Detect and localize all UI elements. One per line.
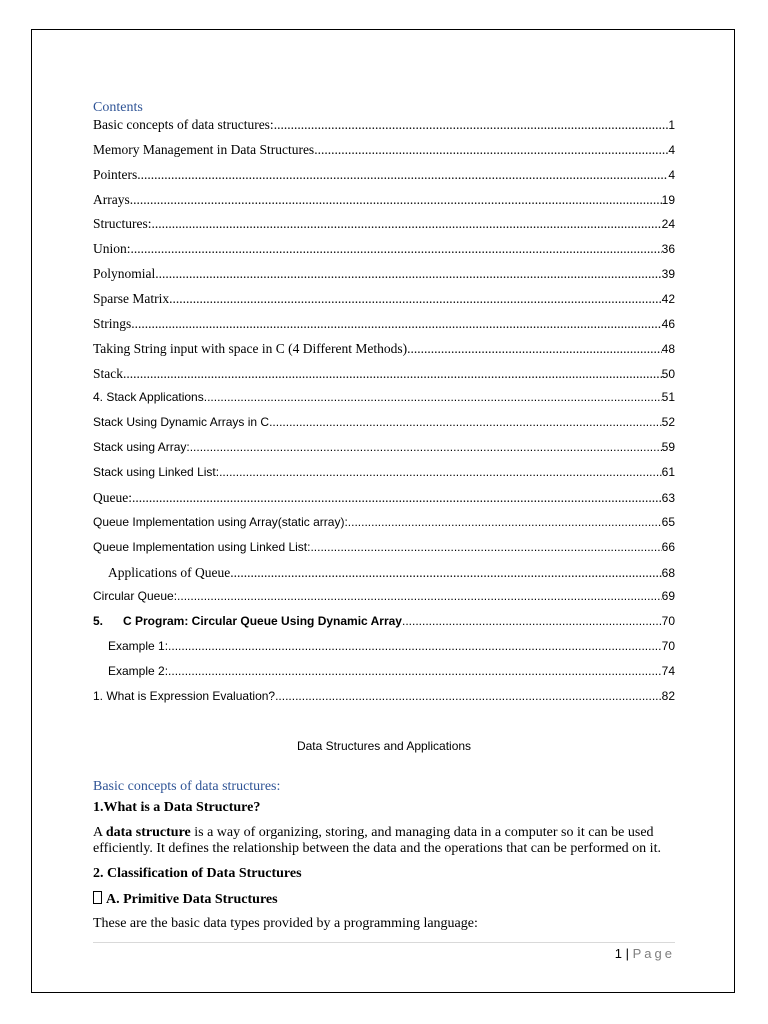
toc-entry-page: 24	[661, 217, 675, 231]
toc-entry-label: Example 1:	[108, 639, 169, 653]
toc-entry-label: Stack using Array:	[93, 440, 190, 454]
toc-entry-page: 39	[661, 267, 675, 281]
toc-entry-label: Union:	[93, 241, 131, 256]
toc-entry[interactable]	[93, 664, 675, 682]
toc-entry-label: Queue Implementation using Array(static array):	[93, 515, 348, 529]
toc-entry[interactable]	[93, 639, 675, 657]
footer-separator: |	[625, 946, 629, 961]
toc-entry-page: 70	[661, 639, 675, 653]
toc-entry-page: 42	[661, 292, 675, 306]
toc-entry-label: Stack Using Dynamic Arrays in C	[93, 415, 270, 429]
toc-entry-page: 59	[661, 440, 675, 454]
toc-entry-page: 66	[661, 540, 675, 554]
toc-entry-page: 82	[661, 689, 675, 703]
toc-entry[interactable]	[93, 565, 675, 583]
section-heading: Basic concepts of data structures:	[93, 779, 281, 794]
toc-entry-label: Circular Queue:	[93, 589, 178, 603]
toc-entry[interactable]	[93, 440, 675, 458]
toc-entry-page: 19	[661, 193, 675, 207]
toc-entry-page: 46	[661, 317, 675, 331]
toc-entry[interactable]	[93, 192, 675, 210]
toc-entry[interactable]	[93, 689, 675, 707]
toc-entry[interactable]	[93, 341, 675, 359]
toc-entry-label: Taking String input with space in C (4 Different Methods)	[93, 341, 408, 356]
toc-entry[interactable]	[93, 515, 675, 533]
toc-entry-label: Structures:	[93, 216, 152, 231]
toc-entry-label: Applications of Queue	[108, 565, 231, 580]
question-heading: 1.What is a Data Structure?	[93, 800, 261, 815]
toc-entry-label: Stack using Linked List:	[93, 465, 220, 479]
toc-entry-label: 1. What is Expression Evaluation?	[93, 689, 276, 703]
toc-entry-label: 4. Stack Applications	[93, 390, 204, 404]
bold-term: data structure	[105, 825, 191, 840]
missing-glyph-icon	[93, 891, 102, 904]
classification-heading: 2. Classification of Data Structures	[93, 866, 302, 881]
toc-entry-page: 70	[661, 614, 675, 628]
toc-entry[interactable]	[93, 490, 675, 508]
toc-title: Contents	[93, 100, 143, 115]
toc-entry-label: Strings	[93, 316, 132, 331]
toc-entry[interactable]	[93, 465, 675, 483]
primitive-paragraph: These are the basic data types provided by a programming language:	[93, 916, 478, 931]
toc-entry-page: 48	[661, 342, 675, 356]
toc-entry-label: Polynomial	[93, 266, 156, 281]
toc-entry[interactable]	[93, 589, 675, 607]
toc-entry-page: 74	[661, 664, 675, 678]
primitive-heading: A. Primitive Data Structures	[93, 891, 278, 908]
page-footer	[615, 946, 675, 961]
footer-divider	[93, 942, 675, 943]
definition-paragraph: A data structure is a way of organizing, storing, and managing data in a computer so it can be used efficiently. It defines the relationship between the data and the operations that can be performed on it.	[93, 825, 661, 856]
page-word: Page	[632, 946, 675, 961]
toc-entry-label: Sparse Matrix	[93, 291, 170, 306]
toc-entry-page: 65	[661, 515, 675, 529]
toc-entry-page: 69	[661, 589, 675, 603]
toc-entry-page: 52	[661, 415, 675, 429]
toc-entry-label: Queue:	[93, 490, 132, 505]
toc-entry[interactable]	[93, 366, 675, 384]
toc-entry-label: Queue Implementation using Linked List:	[93, 540, 311, 554]
toc-entry-page: 1	[668, 118, 675, 132]
toc-entry-label: Basic concepts of data structures:	[93, 117, 274, 132]
document-title: Data Structures and Applications	[296, 739, 472, 753]
toc-entry-page: 4	[668, 143, 675, 157]
toc-entry[interactable]	[93, 415, 675, 433]
toc-entry[interactable]	[93, 216, 675, 234]
toc-entry-page: 68	[661, 566, 675, 580]
page-number: 1	[614, 946, 622, 961]
toc-entry[interactable]	[93, 316, 675, 334]
toc-entry-page: 61	[661, 465, 675, 479]
toc-entry-label: Example 2:	[108, 664, 169, 678]
toc-entry-page: 50	[661, 367, 675, 381]
toc-entry-label: Memory Management in Data Structures	[93, 142, 315, 157]
toc-entry[interactable]	[93, 390, 675, 408]
toc-entry-page: 4	[668, 168, 675, 182]
toc-entry-label: Pointers	[93, 167, 138, 182]
toc-entry-page: 36	[661, 242, 675, 256]
toc-entry-number: 5.	[93, 614, 104, 628]
toc-entry[interactable]	[93, 117, 675, 135]
toc-entry[interactable]	[93, 540, 675, 558]
toc-entry[interactable]	[93, 241, 675, 259]
toc-entry-label: Arrays	[93, 192, 130, 207]
toc-entry[interactable]	[93, 167, 675, 185]
toc-entry-label: Stack	[93, 366, 123, 381]
toc-entry[interactable]	[93, 614, 675, 632]
toc-entry[interactable]	[93, 266, 675, 284]
toc-entry[interactable]	[93, 291, 675, 309]
toc-entry-page: 51	[661, 390, 675, 404]
toc-entry[interactable]	[93, 142, 675, 160]
toc-entry-label: C Program: Circular Queue Using Dynamic Array	[123, 614, 402, 628]
toc-entry-page: 63	[661, 491, 675, 505]
